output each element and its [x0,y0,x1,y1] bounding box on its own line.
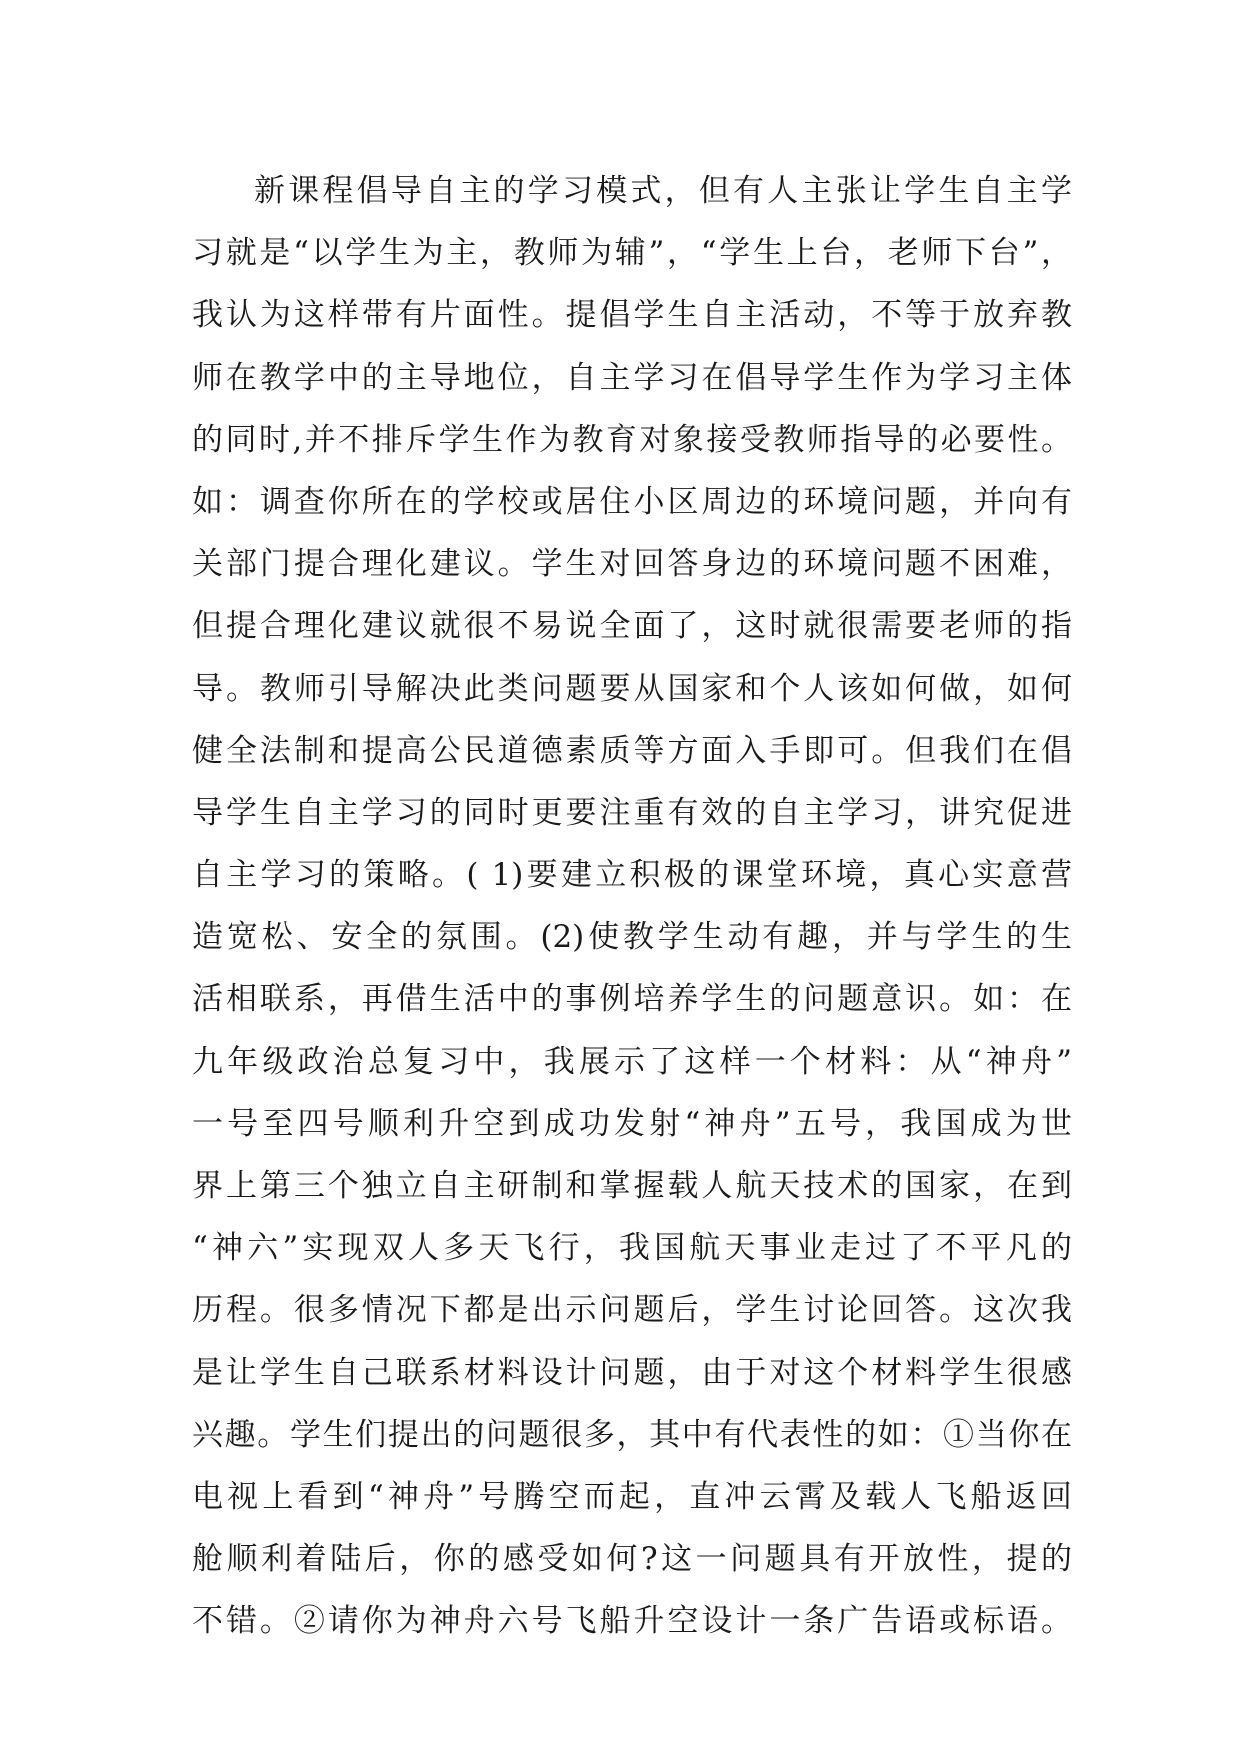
text-line: 习就是“以学生为主，教师为辅”，“学生上台，老师下台”， [192,235,1072,272]
text-line: 导学生自主学习的同时更要注重有效的自主学习，讲究促进 [192,794,1072,831]
text-line: “神六”实现双人多天飞行，我国航天事业走过了不平凡的 [192,1230,1072,1267]
text-line: 是让学生自己联系材料设计问题，由于对这个材料学生很感 [192,1354,1072,1391]
text-line: 九年级政治总复习中，我展示了这样一个材料：从“神舟” [192,1043,1072,1080]
text-line: 历程。很多情况下都是出示问题后，学生讨论回答。这次我 [192,1292,1072,1329]
text-line: 我认为这样带有片面性。提倡学生自主活动，不等于放弃教 [192,297,1072,334]
text-line: 关部门提合理化建议。学生对回答身边的环境问题不困难， [192,546,1072,583]
text-line: 界上第三个独立自主研制和掌握载人航天技术的国家，在到 [192,1168,1072,1204]
body-paragraph [192,160,1072,1653]
text-line: 活相联系，再借生活中的事例培养学生的问题意识。如：在 [192,981,1072,1018]
text-line: 自主学习的策略。( 1)要建立积极的课堂环境，真心实意营 [192,857,1072,894]
text-line: 的同时,并不排斥学生作为教育对象接受教师指导的必要性。 [192,421,1072,458]
text-line: 如：调查你所在的学校或居住小区周边的环境问题，并向有 [192,483,1072,520]
text-line: 一号至四号顺利升空到成功发射“神舟”五号，我国成为世 [192,1105,1072,1142]
text-line: 导。教师引导解决此类问题要从国家和个人该如何做，如何 [192,670,1072,707]
text-line: 健全法制和提高公民道德素质等方面入手即可。但我们在倡 [192,732,1072,769]
text-line: 师在教学中的主导地位，自主学习在倡导学生作为学习主体 [192,359,1072,396]
text-line: 兴趣。学生们提出的问题很多，其中有代表性的如：①当你在 [192,1416,1072,1453]
text-line: 电视上看到“神舟”号腾空而起，直冲云霄及载人飞船返回 [192,1478,1072,1515]
text-line: 舱顺利着陆后，你的感受如何?这一问题具有开放性，提的 [192,1541,1072,1578]
text-line: 造宽松、安全的氛围。(2)使教学生动有趣，并与学生的生 [192,919,1072,956]
text-line: 但提合理化建议就很不易说全面了，这时就很需要老师的指 [192,608,1072,645]
text-line: 不错。②请你为神舟六号飞船升空设计一条广告语或标语。 [192,1603,1072,1640]
text-line: 新课程倡导自主的学习模式，但有人主张让学生自主学 [254,173,1072,209]
